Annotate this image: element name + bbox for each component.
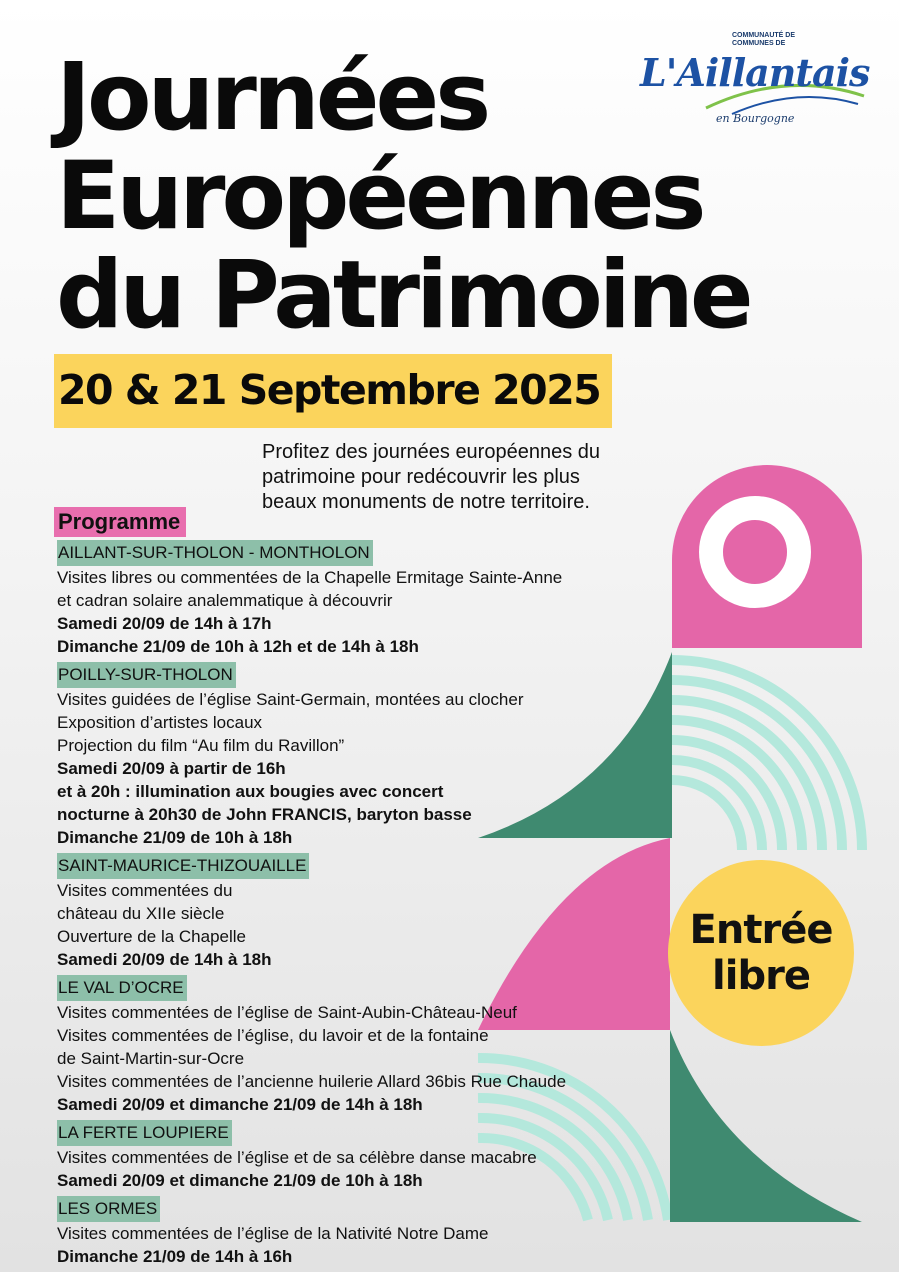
description-line: Ouverture de la Chapelle xyxy=(57,927,247,946)
title-line: Européennes xyxy=(56,142,703,251)
description-line: château du XIIe siècle xyxy=(57,904,225,923)
description-line: Projection du film “Au film du Ravillon” xyxy=(57,736,345,755)
description-line: Visites commentées de l’ancienne huilerie Allard 36bis Rue Chaude xyxy=(57,1072,567,1091)
schedule-line: Samedi 20/09 et dimanche 21/09 de 14h à 18h xyxy=(57,1095,423,1114)
schedule-line: Samedi 20/09 de 14h à 18h xyxy=(57,950,272,969)
entree-line: libre xyxy=(712,953,810,999)
mint-arcs-upper xyxy=(672,660,862,850)
programme-section xyxy=(57,849,677,971)
title-line: Journées xyxy=(56,43,488,152)
programme-list xyxy=(57,540,677,1268)
schedule-line: Samedi 20/09 et dimanche 21/09 de 10h à 18h xyxy=(57,1171,423,1190)
schedule-line: Samedi 20/09 de 14h à 17h xyxy=(57,614,272,633)
programme-section xyxy=(57,658,677,849)
description-line: Visites commentées de l’église et de sa célèbre danse macabre xyxy=(57,1148,537,1167)
description-line: Visites guidées de l’église Saint-Germain, montées au clocher xyxy=(57,690,524,709)
logo-name: L'Aillantais xyxy=(640,50,870,95)
schedule-line: Dimanche 21/09 de 14h à 16h xyxy=(57,1247,293,1266)
intro-line: Profitez des journées européennes du xyxy=(262,441,601,463)
schedule-line: et à 20h : illumination aux bougies avec concert xyxy=(57,782,444,801)
green-wedge-lower xyxy=(670,1030,862,1222)
programme-section xyxy=(57,1116,677,1192)
description-line: Visites commentées du xyxy=(57,881,233,900)
logo-top-line1: COMMUNAUTÉ DE xyxy=(732,32,795,39)
location-tag: LE VAL D’OCRE xyxy=(57,975,187,1001)
entree-line: Entrée xyxy=(689,907,833,953)
location-tag: LA FERTE LOUPIERE xyxy=(57,1120,232,1146)
location-tag: SAINT-MAURICE-THIZOUAILLE xyxy=(57,853,309,879)
location-tag: AILLANT-SUR-THOLON - MONTHOLON xyxy=(57,540,373,566)
title-line: du Patrimoine xyxy=(56,241,750,350)
schedule-line: nocturne à 20h30 de John FRANCIS, baryton basse xyxy=(57,805,472,824)
entree-libre-badge xyxy=(668,860,854,1046)
intro-line: beaux monuments de notre territoire. xyxy=(262,491,590,513)
programme-heading: Programme xyxy=(54,507,186,537)
logo-subtitle: en Bourgogne xyxy=(716,112,795,125)
programme-section xyxy=(57,971,677,1116)
event-date: 20 & 21 Septembre 2025 xyxy=(58,366,601,414)
intro-line: patrimoine pour redécouvrir les plus xyxy=(262,466,580,488)
description-line: Exposition d’artistes locaux xyxy=(57,713,263,732)
location-tag: POILLY-SUR-THOLON xyxy=(57,662,236,688)
description-line: Visites commentées de l’église de Saint-Aubin-Château-Neuf xyxy=(57,1003,517,1022)
location-tag: LES ORMES xyxy=(57,1196,160,1222)
description-line: Visites commentées de l’église de la Nativité Notre Dame xyxy=(57,1224,489,1243)
description-line: Visites commentées de l’église, du lavoir et de la fontaine xyxy=(57,1026,489,1045)
description-line: Visites libres ou commentées de la Chapelle Ermitage Sainte-Anne xyxy=(57,568,563,587)
intro-text xyxy=(262,440,682,515)
description-line: et cadran solaire analemmatique à découvrir xyxy=(57,591,393,610)
programme-section xyxy=(57,1192,677,1268)
schedule-line: Dimanche 21/09 de 10h à 18h xyxy=(57,828,293,847)
programme-section xyxy=(57,540,677,658)
schedule-line: Samedi 20/09 à partir de 16h xyxy=(57,759,286,778)
page-title xyxy=(56,43,750,350)
logo-top-line2: COMMUNES DE xyxy=(732,40,786,47)
description-line: de Saint-Martin-sur-Ocre xyxy=(57,1049,245,1068)
schedule-line: Dimanche 21/09 de 10h à 12h et de 14h à 18h xyxy=(57,637,419,656)
